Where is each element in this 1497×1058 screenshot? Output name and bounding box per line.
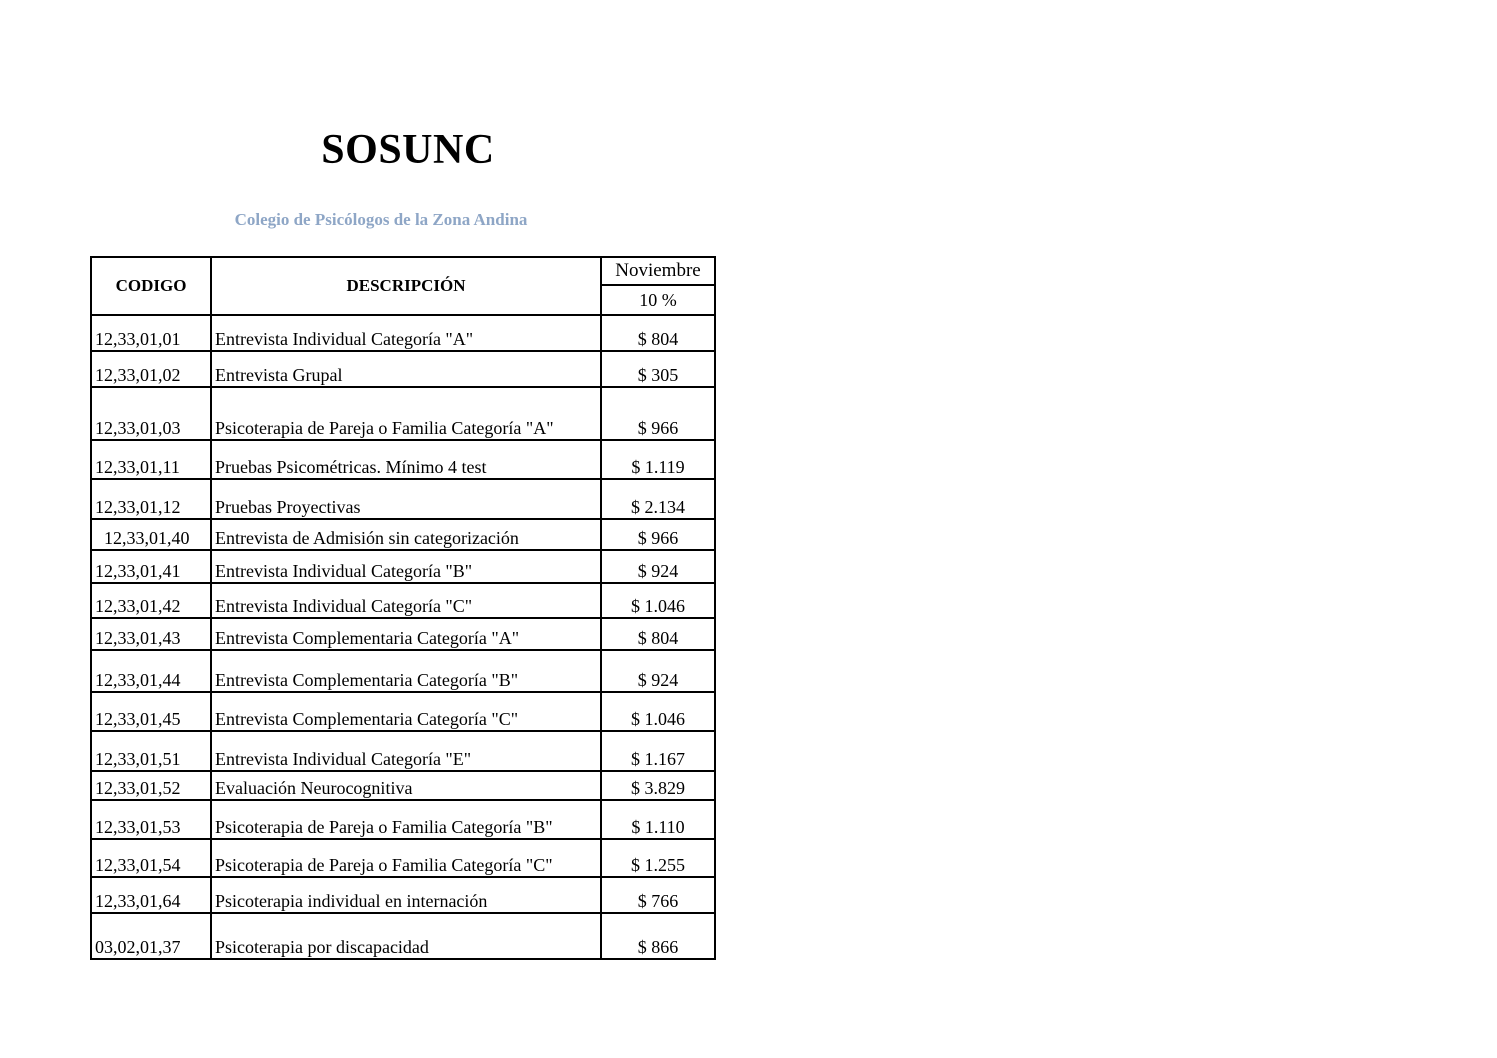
header-month: Noviembre xyxy=(601,257,715,285)
row-precio: $ 1.119 xyxy=(601,440,715,479)
row-precio: $ 924 xyxy=(601,550,715,583)
row-descripcion: Entrevista Individual Categoría "C" xyxy=(211,583,601,618)
row-codigo: 12,33,01,12 xyxy=(91,479,211,519)
page-subtitle: Colegio de Psicólogos de la Zona Andina xyxy=(234,210,528,229)
row-descripcion: Entrevista Individual Categoría "A" xyxy=(211,315,601,351)
row-codigo: 03,02,01,37 xyxy=(91,913,211,959)
table-row xyxy=(91,550,715,583)
row-precio: $ 766 xyxy=(601,877,715,913)
header-codigo: CODIGO xyxy=(91,257,211,315)
header-percent: 10 % xyxy=(601,285,715,315)
row-precio: $ 1.110 xyxy=(601,800,715,839)
row-precio: $ 1.046 xyxy=(601,583,715,618)
table-row xyxy=(91,315,715,351)
row-codigo: 12,33,01,43 xyxy=(91,618,211,650)
row-precio: $ 804 xyxy=(601,618,715,650)
row-codigo: 12,33,01,45 xyxy=(91,692,211,731)
table-row xyxy=(91,519,715,550)
row-precio: $ 3.829 xyxy=(601,771,715,800)
row-precio: $ 2.134 xyxy=(601,479,715,519)
row-precio: $ 305 xyxy=(601,351,715,387)
row-codigo: 12,33,01,41 xyxy=(91,550,211,583)
table-row xyxy=(91,618,715,650)
row-precio: $ 1.167 xyxy=(601,731,715,771)
table-row xyxy=(91,583,715,618)
row-precio: $ 1.046 xyxy=(601,692,715,731)
row-codigo: 12,33,01,53 xyxy=(91,800,211,839)
row-codigo: 12,33,01,02 xyxy=(91,351,211,387)
row-descripcion: Entrevista Complementaria Categoría "A" xyxy=(211,618,601,650)
row-descripcion: Entrevista de Admisión sin categorización xyxy=(211,519,601,550)
table-row xyxy=(91,800,715,839)
row-codigo: 12,33,01,64 xyxy=(91,877,211,913)
row-precio: $ 966 xyxy=(601,387,715,440)
row-codigo: 12,33,01,03 xyxy=(91,387,211,440)
table-row xyxy=(91,877,715,913)
row-precio: $ 1.255 xyxy=(601,839,715,877)
row-precio: $ 804 xyxy=(601,315,715,351)
row-codigo: 12,33,01,40 xyxy=(91,519,211,550)
row-descripcion: Psicoterapia de Pareja o Familia Categoría "C" xyxy=(211,839,601,877)
row-descripcion: Entrevista Complementaria Categoría "C" xyxy=(211,692,601,731)
table-row xyxy=(91,692,715,731)
table-row xyxy=(91,913,715,959)
row-descripcion: Psicoterapia de Pareja o Familia Categoría "B" xyxy=(211,800,601,839)
row-codigo: 12,33,01,11 xyxy=(91,440,211,479)
table-row xyxy=(91,387,715,440)
row-codigo: 12,33,01,01 xyxy=(91,315,211,351)
row-descripcion: Entrevista Complementaria Categoría "B" xyxy=(211,650,601,692)
header-descripcion: DESCRIPCIÓN xyxy=(211,257,601,315)
row-descripcion: Entrevista Grupal xyxy=(211,351,601,387)
row-descripcion: Psicoterapia de Pareja o Familia Categoría "A" xyxy=(211,387,601,440)
table-row xyxy=(91,351,715,387)
row-precio: $ 866 xyxy=(601,913,715,959)
table-row xyxy=(91,839,715,877)
row-codigo: 12,33,01,52 xyxy=(91,771,211,800)
page-title: SOSUNC xyxy=(321,127,495,173)
row-codigo: 12,33,01,51 xyxy=(91,731,211,771)
table-row xyxy=(91,440,715,479)
row-descripcion: Pruebas Psicométricas. Mínimo 4 test xyxy=(211,440,601,479)
row-descripcion: Entrevista Individual Categoría "B" xyxy=(211,550,601,583)
row-codigo: 12,33,01,42 xyxy=(91,583,211,618)
table-row xyxy=(91,650,715,692)
row-descripcion: Psicoterapia por discapacidad xyxy=(211,913,601,959)
table-row xyxy=(91,771,715,800)
row-descripcion: Pruebas Proyectivas xyxy=(211,479,601,519)
row-codigo: 12,33,01,54 xyxy=(91,839,211,877)
row-precio: $ 924 xyxy=(601,650,715,692)
table-row xyxy=(91,731,715,771)
row-descripcion: Psicoterapia individual en internación xyxy=(211,877,601,913)
table-row xyxy=(91,479,715,519)
row-precio: $ 966 xyxy=(601,519,715,550)
row-descripcion: Evaluación Neurocognitiva xyxy=(211,771,601,800)
row-codigo: 12,33,01,44 xyxy=(91,650,211,692)
tariff-table xyxy=(90,256,716,960)
row-descripcion: Entrevista Individual Categoría "E" xyxy=(211,731,601,771)
